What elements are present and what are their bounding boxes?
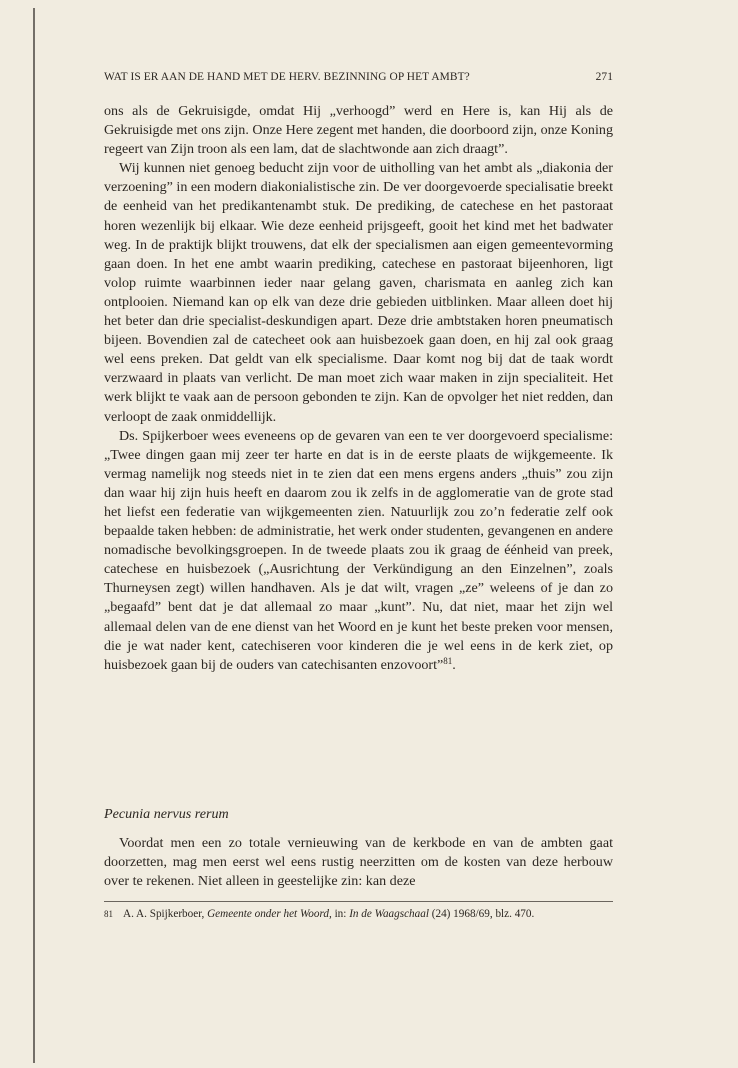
page-number: 271	[595, 71, 613, 83]
footnote-reference: 81	[443, 655, 453, 666]
section-body	[104, 834, 613, 891]
footnote-journal: In de Waagschaal	[349, 908, 429, 920]
running-title: WAT IS ER AAN DE HAND MET DE HERV. BEZINNING OP HET AMBT?	[104, 71, 470, 83]
footnote-text	[123, 907, 613, 922]
footnote-work-title: Gemeente onder het Woord,	[207, 908, 332, 920]
running-header	[104, 69, 613, 85]
body-text	[104, 102, 613, 675]
section-paragraph: Voordat men een zo totale vernieuwing van de kerkbode en van de ambten gaat doorzetten, mag men eerst wel eens rustig neerzitten om de kosten van deze herbouw over te rekenen. Niet alleen in geestelijke zin: kan deze	[104, 835, 613, 890]
paragraph-2: Wij kunnen niet genoeg beducht zijn voor de uitholling van het ambt als „diakonia der verzoening” in een modern diakonialistische zin. De ver doorgevoerde specialisatie breekt de eenheid van het predikantenambt stuk. De prediking, de catechese en het pastoraat horen wezenlijk bij elkaar. Wie deze eenheid prijsgeeft, gooit het kind met het badwater weg. In de praktijk blijkt trouwens, dat elk der specialismen aan eigen gemeentevorming gaan doen. In het ene ambt waarin prediking, catechese en pastoraat bijeenhoren, ligt volop ruimte waarbinnen ieder naar gelang gaven, charismata en aanleg zich kan ontplooien. Niemand kan op elk van deze drie gebieden uitblinken. Maar alleen doet hij het beter dan drie specialist-deskundigen apart. Deze drie ambtstaken horen pneumatisch bijeen. Bovendien zal de catecheet ook aan huisbezoek gaan doen, en hij zal ook graag wel eens preken. Dat geldt van elk specialisme. Daar komt nog bij dat de taak wordt verzwaard in plaats van verlicht. De man moet zich waar maken in zijn specialiteit. Het werk blijkt te vaak aan de persoon gebonden te zijn. Kan de opvolger het niet redden, dan verloopt de zaak onmiddellijk.	[104, 160, 613, 425]
footnote-rule	[104, 901, 613, 902]
footnote-in-label: in:	[334, 908, 347, 920]
footnote	[104, 907, 613, 922]
page-edge-line	[33, 8, 35, 1063]
footnote-author: A. A. Spijkerboer,	[123, 908, 205, 920]
section-heading: Pecunia nervus rerum	[104, 806, 229, 822]
footnote-number: 81	[104, 909, 113, 919]
footnote-details: (24) 1968/69, blz. 470.	[431, 908, 535, 920]
paragraph-1: ons als de Gekruisigde, omdat Hij „verhoogd” werd en Here is, kan Hij als de Gekruisigde met ons zijn. Onze Here zegent met handen, die doorboord zijn, onze Koning regeert van Zijn troon als een lam, dat de slachtwonde aan zich draagt”.	[104, 103, 613, 158]
paragraph-3: Ds. Spijkerboer wees eveneens op de gevaren van een te ver doorgevoerd specialisme: „Twee dingen gaan mij zeer ter harte en dat is in de eerste plaats de wijkgemeente. Ik vermag namelijk nog steeds niet in te zien dat een mens ergens anders „thuis” zou zijn dan waar hij zijn huis heeft en daarom zou ik zelfs in de agglomeratie van de grote stad het liefst een federatie van wijkgemeenten zien. Natuurlijk zou zo’n federatie zelf ook bepaalde taken hebben: de administratie, het werk onder studenten, gevangenen en andere nomadische bevolkingsgroepen. In de tweede plaats zou ik graag de éénheid van preek, catechese en huisbezoek („Ausrichtung der Verkündigung an den Einzelnen”, zoals Thurneysen zegt) willen handhaven. Als je dat wilt, vragen „ze” weleens of je dan zo „begaafd” bent dat je dat allemaal zo maar „kunt”. Nu, dat niet, maar het zijn wel allemaal delen van de ene dienst van het Woord en je kunt het beste preken voor mensen, die je wat nader kent, catechiseren voor kinderen die je wel eens in de kerk ziet, op huisbezoek gaan bij de ouders van catechisanten enzovoort”$^{81}$.	[104, 427, 613, 673]
paragraph-3-text: Ds. Spijkerboer wees eveneens op de gevaren van een te ver doorgevoerd specialisme: „Twee dingen gaan mij zeer ter harte en dat is in de eerste plaats de wijkgemeente. Ik vermag namelijk nog steeds niet in te zien dat een mens ergens anders „thuis” zou zijn dan waar hij zijn huis heeft en daarom zou ik zelfs in de agglomeratie van de grote stad het liefst een federatie van wijkgemeenten zien. Natuurlijk zou zo’n federatie zelf ook bepaalde taken hebben: de administratie, het werk onder studenten, gevangenen en andere nomadische bevolkingsgroepen. In de tweede plaats zou ik graag de éénheid van preek, catechese en huisbezoek („Ausrichtung der Verkündigung an den Einzelnen”, zoals Thurneysen zegt) willen handhaven. Als je dat wilt, vragen „ze” weleens of je dan zo „begaafd” bent dat je dat allemaal zo maar „kunt”. Nu, dat niet, maar het zijn wel allemaal delen van de ene dienst van het Woord en je kunt het beste preken voor mensen, die je wat nader kent, catechiseren voor kinderen die je wel eens in de kerk ziet, op huisbezoek gaan bij de ouders van catechisanten enzovoort”	[104, 427, 613, 673]
